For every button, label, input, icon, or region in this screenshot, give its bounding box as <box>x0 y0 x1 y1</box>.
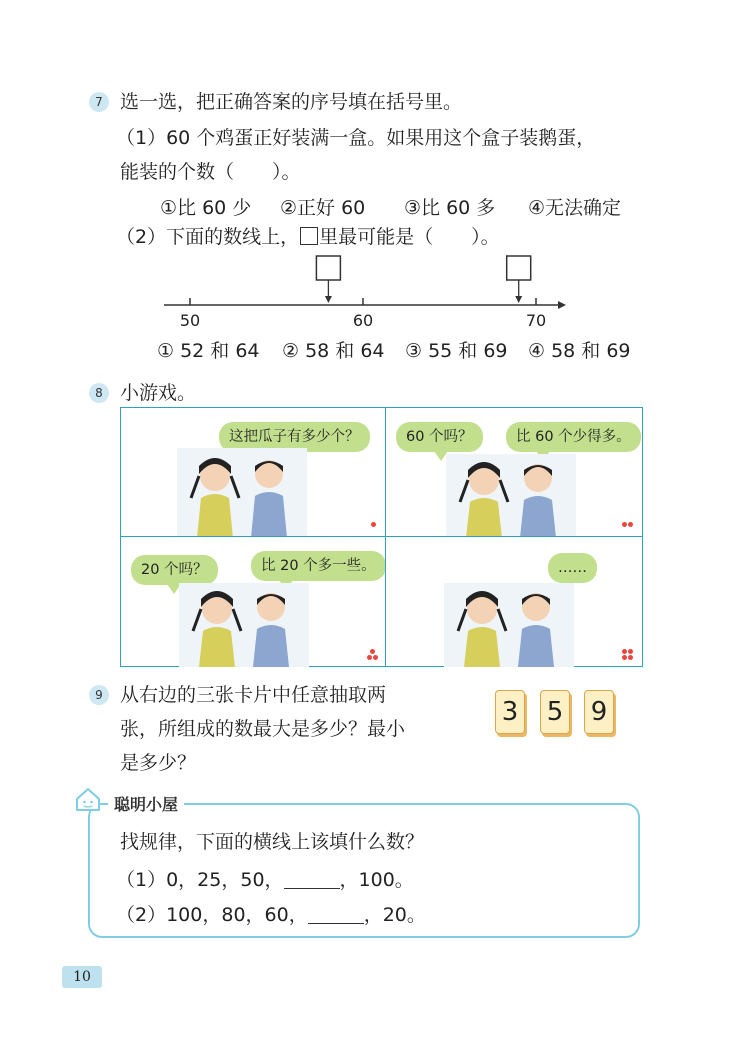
item-2-prefix: （2）100，80，60， <box>116 904 308 926</box>
item-1-suffix: ，100。 <box>339 869 414 891</box>
bubble-text: 比 20 个多一些。 <box>261 558 376 574</box>
number-line <box>150 250 580 335</box>
pointer-arrow-icon <box>325 296 332 303</box>
q7-part2-suffix: 里最可能是（ ）。 <box>319 226 500 248</box>
number-line-arrow <box>558 301 566 309</box>
q7-part2-prompt <box>116 225 500 249</box>
smart-house-title: 聪明小屋 <box>108 792 184 815</box>
number-card-5: 5 <box>540 690 570 734</box>
bubble-text: 比 60 个少得多。 <box>516 429 631 445</box>
speech-bubble <box>131 555 218 585</box>
comic-panel-2 <box>385 407 643 537</box>
answer-box[interactable] <box>507 256 531 280</box>
smart-house-item-1 <box>116 868 414 892</box>
comic-panel-1 <box>120 407 386 537</box>
speech-bubble <box>396 422 483 452</box>
children-illustration <box>446 454 576 538</box>
house-icon <box>74 786 102 812</box>
q7-prompt: 选一选，把正确答案的序号填在括号里。 <box>120 91 463 113</box>
question-number-9: 9 <box>89 685 109 705</box>
smart-house-item-2 <box>116 903 426 927</box>
q7-part1-line2: 能装的个数（ ）。 <box>120 161 301 183</box>
q9-line3: 是多少？ <box>120 752 197 774</box>
question-number-7: 7 <box>89 92 109 112</box>
smart-house-prompt: 找规律，下面的横线上该填什么数？ <box>120 831 425 853</box>
number-card-3: 3 <box>495 690 525 734</box>
q9-line1: 从右边的三张卡片中任意抽取两 <box>120 684 387 706</box>
q7-part2-prefix: （2）下面的数线上， <box>116 226 300 248</box>
bubble-text: 60 个吗？ <box>406 429 473 445</box>
bubble-text: 20 个吗？ <box>141 562 208 578</box>
q7-part2-option-4: ④ 58 和 69 <box>528 340 631 362</box>
item-1-prefix: （1）0，25，50， <box>116 869 284 891</box>
q7-part1-line1: （1）60 个鸡蛋正好装满一盒。如果用这个盒子装鹅蛋， <box>116 127 596 149</box>
q7-part2-option-3: ③ 55 和 69 <box>405 340 508 362</box>
q8-title: 小游戏。 <box>120 382 197 404</box>
answer-blank[interactable] <box>308 907 364 924</box>
item-2-suffix: ，20。 <box>363 904 426 926</box>
tick-label: 50 <box>179 311 201 330</box>
speech-bubble <box>548 553 597 583</box>
children-illustration <box>444 583 574 667</box>
q9-line2: 张，所组成的数最大是多少？最小 <box>120 718 406 740</box>
tick-label: 60 <box>352 311 374 330</box>
q7-part1-option-1: ①比 60 少 <box>160 197 252 219</box>
answer-box[interactable] <box>316 256 340 280</box>
comic-panel-3 <box>120 536 386 667</box>
bubble-text: 这把瓜子有多少个？ <box>229 429 360 445</box>
q7-part2-option-1: ① 52 和 64 <box>157 340 260 362</box>
q7-part1-option-4: ④无法确定 <box>528 197 622 219</box>
q7-part2-option-2: ② 58 和 64 <box>282 340 385 362</box>
square-box-icon <box>300 227 318 245</box>
bubble-text: …… <box>558 560 587 576</box>
number-card-9: 9 <box>584 690 614 734</box>
q7-part1-option-2: ②正好 60 <box>280 197 366 219</box>
speech-bubble <box>506 422 641 452</box>
children-illustration <box>177 448 307 538</box>
tick-label: 70 <box>525 311 547 330</box>
question-number-8: 8 <box>89 383 109 403</box>
answer-blank[interactable] <box>284 872 340 889</box>
children-illustration <box>179 583 309 667</box>
page-number: 10 <box>62 966 102 988</box>
pointer-arrow-icon <box>515 296 522 303</box>
q7-part1-option-3: ③比 60 多 <box>404 197 496 219</box>
comic-panel-4 <box>385 536 643 667</box>
speech-bubble <box>251 551 386 581</box>
